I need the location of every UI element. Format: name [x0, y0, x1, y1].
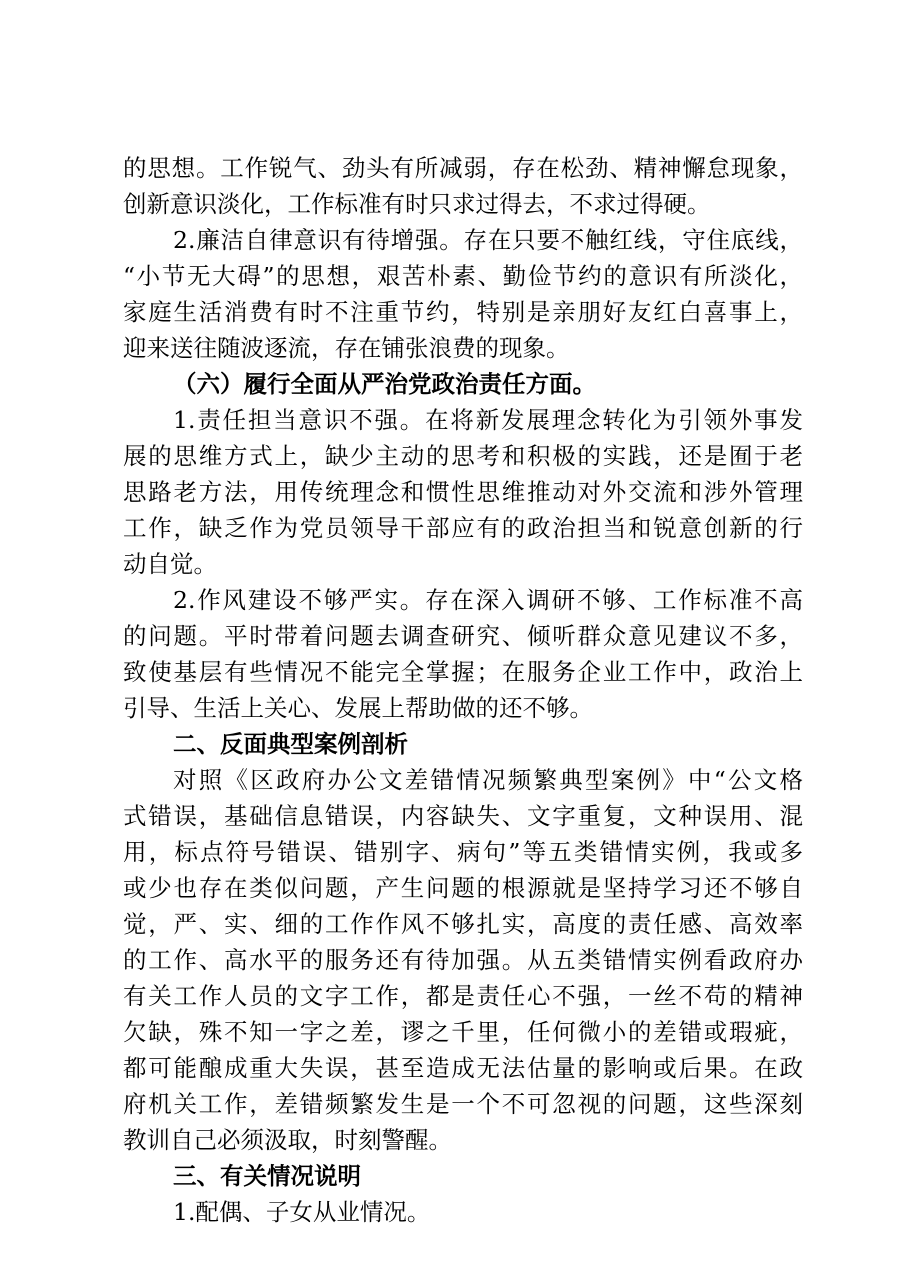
paragraph-line: 1.责任担当意识不强。在将新发展理念转化为引领外事发 — [173, 406, 803, 434]
section-heading: 二、反面典型案例剖析 — [173, 730, 408, 758]
paragraph-line: 创新意识淡化，工作标准有时只求过得去，不求过得硬。 — [123, 190, 711, 218]
paragraph-line: 的思想。工作锐气、劲头有所减弱，存在松劲、精神懈怠现象， — [123, 154, 803, 182]
document-body — [123, 150, 803, 1230]
paragraph-line: 的工作、高水平的服务还有待加强。从五类错情实例看政府办 — [123, 946, 803, 974]
paragraph-line: 的问题。平时带着问题去调查研究、倾听群众意见建议不多， — [123, 622, 803, 650]
paragraph-line: 致使基层有些情况不能完全掌握；在服务企业工作中，政治上 — [123, 658, 803, 686]
paragraph-line: 展的思维方式上，缺少主动的思考和积极的实践，还是囿于老 — [123, 442, 803, 470]
subsection-heading: （六）履行全面从严治党政治责任方面。 — [173, 370, 596, 398]
paragraph-line: 引导、生活上关心、发展上帮助做的还不够。 — [123, 694, 593, 722]
paragraph-line: 1.配偶、子女从业情况。 — [173, 1198, 431, 1226]
paragraph-line: 觉，严、实、细的工作作风不够扎实，高度的责任感、高效率 — [123, 910, 803, 938]
paragraph-line: 2.作风建设不够严实。存在深入调研不够、工作标准不高 — [173, 586, 803, 614]
paragraph-line: 有关工作人员的文字工作，都是责任心不强，一丝不苟的精神 — [123, 982, 803, 1010]
paragraph-line: 迎来送往随波逐流，存在铺张浪费的现象。 — [123, 334, 570, 362]
paragraph-line: 家庭生活消费有时不注重节约，特别是亲朋好友红白喜事上， — [123, 298, 803, 326]
section-heading: 三、有关情况说明 — [173, 1162, 361, 1190]
paragraph-line: “小节无大碍”的思想，艰苦朴素、勤俭节约的意识有所淡化， — [123, 262, 803, 290]
paragraph-line: 式错误，基础信息错误，内容缺失、文字重复，文种误用、混 — [123, 802, 803, 830]
paragraph-line: 2.廉洁自律意识有待增强。存在只要不触红线，守住底线， — [173, 226, 803, 254]
paragraph-line: 用，标点符号错误、错别字、病句”等五类错情实例，我或多 — [123, 838, 803, 866]
paragraph-line: 对照《区政府办公文差错情况频繁典型案例》中“公文格 — [173, 766, 803, 794]
paragraph-line: 欠缺，殊不知一字之差，谬之千里，任何微小的差错或瑕疵， — [123, 1018, 803, 1046]
paragraph-line: 动自觉。 — [123, 550, 217, 578]
paragraph-line: 工作，缺乏作为党员领导干部应有的政治担当和锐意创新的行 — [123, 514, 803, 542]
paragraph-line: 府机关工作，差错频繁发生是一个不可忽视的问题，这些深刻 — [123, 1090, 803, 1118]
paragraph-line: 都可能酿成重大失误，甚至造成无法估量的影响或后果。在政 — [123, 1054, 803, 1082]
paragraph-line: 教训自己必须汲取，时刻警醒。 — [123, 1126, 452, 1154]
paragraph-line: 或少也存在类似问题，产生问题的根源就是坚持学习还不够自 — [123, 874, 803, 902]
paragraph-line: 思路老方法，用传统理念和惯性思维推动对外交流和涉外管理 — [123, 478, 803, 506]
